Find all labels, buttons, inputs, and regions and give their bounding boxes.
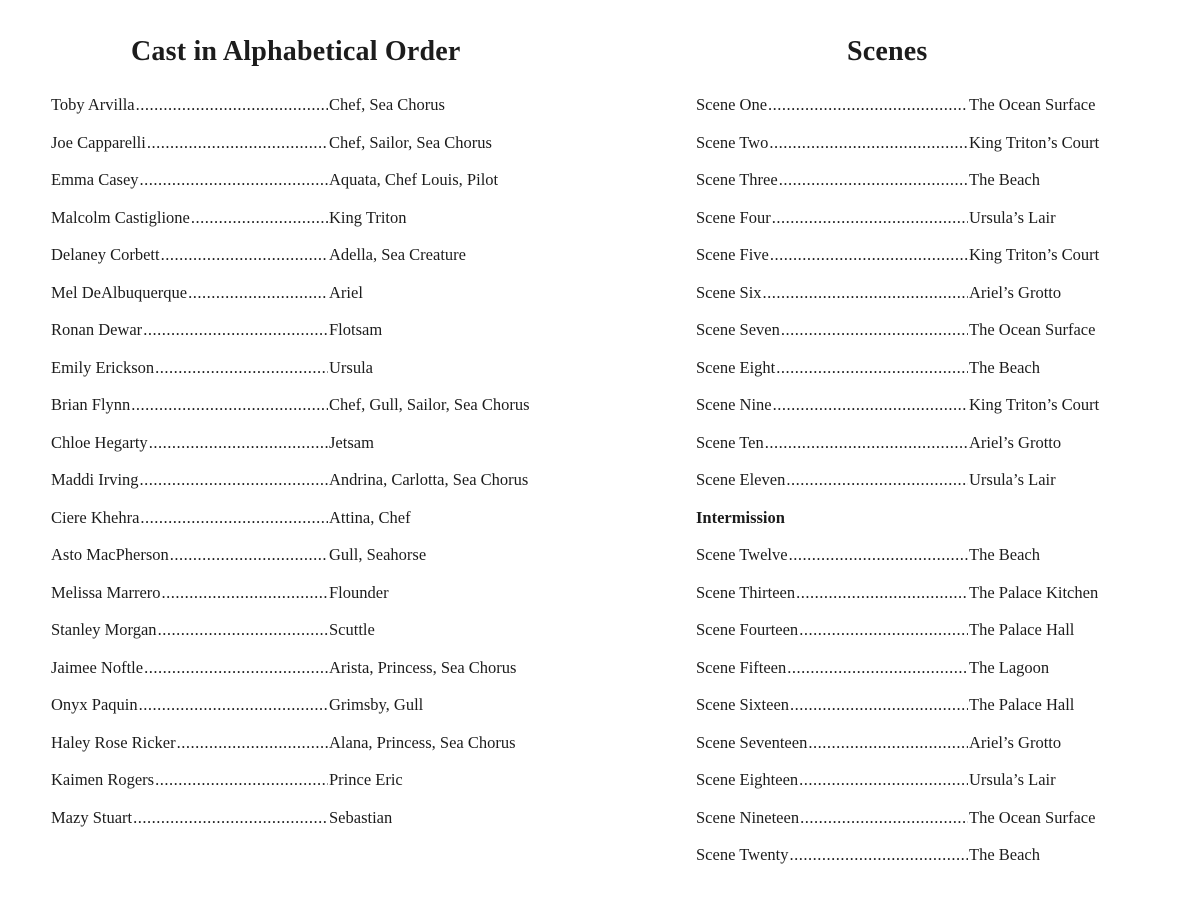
dot-leader [772, 206, 968, 230]
scene-row [696, 206, 1126, 244]
dot-leader [789, 843, 968, 867]
scene-row-label: Scene Thirteen [696, 582, 796, 602]
scene-row-value: Ursula’s Lair [969, 770, 1056, 789]
scene-row-label: Scene Four [696, 207, 771, 227]
scene-row-left-cell [696, 731, 969, 755]
cast-row [51, 543, 551, 581]
cast-row-label: Asto MacPherson [51, 545, 169, 564]
scene-row [696, 281, 1126, 319]
cast-row-label: Brian Flynn [51, 395, 131, 414]
dot-leader [799, 768, 968, 792]
scene-row-label: Scene Eight [696, 357, 776, 377]
scene-row-value: Ursula’s Lair [969, 207, 1056, 227]
dot-leader [773, 393, 968, 417]
dot-leader [779, 168, 968, 192]
scene-row-label: Scene Twelve [696, 545, 788, 564]
dot-leader [158, 618, 328, 642]
scene-row-value: Ariel’s Grotto [969, 282, 1062, 302]
scenes-heading: Scenes [847, 36, 928, 67]
dot-leader [765, 431, 968, 455]
scene-row-left-cell [696, 656, 969, 680]
cast-row [51, 768, 551, 806]
cast-row-left-cell [51, 693, 329, 717]
dot-leader [162, 581, 328, 605]
cast-row [51, 131, 551, 169]
cast-row-left-cell [51, 731, 329, 755]
dot-leader [155, 356, 328, 380]
scene-row-value: The Lagoon [969, 657, 1050, 677]
dot-leader [155, 768, 328, 792]
scene-row-value: The Beach [969, 357, 1041, 377]
cast-row [51, 281, 551, 319]
cast-row-label: Haley Rose Ricker [51, 732, 176, 752]
cast-row-value: King Triton [329, 207, 407, 227]
scene-row-value: Ariel’s Grotto [969, 732, 1062, 752]
cast-row-label: Emma Casey [51, 170, 139, 189]
scene-row-label: Scene Five [696, 245, 769, 264]
scene-row-label: Scene Nineteen [696, 807, 800, 827]
scene-row-label: Scene Sixteen [696, 695, 790, 714]
dot-leader [149, 431, 328, 455]
cast-row-value: Sebastian [329, 807, 393, 827]
dot-leader [763, 281, 968, 305]
scene-row-left-cell [696, 693, 969, 717]
cast-row-label: Ronan Dewar [51, 320, 143, 339]
scene-row-left-cell [696, 843, 969, 867]
scene-row-label: Scene Seventeen [696, 732, 808, 752]
dot-leader [188, 281, 328, 305]
scene-list [696, 93, 1126, 881]
cast-row-left-cell [51, 543, 329, 567]
cast-row-left-cell [51, 618, 329, 642]
scene-row-left-cell [696, 468, 969, 492]
dot-leader [177, 731, 328, 755]
scene-row-label: Scene Two [696, 132, 769, 152]
scene-row-label: Scene One [696, 95, 768, 114]
cast-row-label: Malcolm Castiglione [51, 207, 190, 227]
scene-row [696, 656, 1126, 694]
dot-leader [800, 806, 968, 830]
dot-leader [769, 131, 968, 155]
scene-row-value: Ariel’s Grotto [969, 432, 1062, 452]
dot-leader [770, 243, 968, 267]
dot-leader [133, 806, 328, 830]
scene-row-value: The Palace Kitchen [969, 582, 1099, 602]
dot-leader [147, 131, 328, 155]
dot-leader [781, 318, 968, 342]
scene-row-label: Scene Fourteen [696, 620, 799, 639]
scene-row-value: King Triton’s Court [969, 132, 1100, 152]
dot-leader [191, 206, 328, 230]
cast-row-value: Arista, Princess, Sea Chorus [329, 657, 517, 677]
cast-row-value: Andrina, Carlotta, Sea Chorus [329, 470, 529, 489]
scene-row-label: Scene Fifteen [696, 657, 787, 677]
scene-row-left-cell [696, 768, 969, 792]
intermission-row [696, 506, 1126, 544]
dot-leader [143, 318, 328, 342]
cast-row-left-cell [51, 93, 329, 117]
cast-row [51, 393, 551, 431]
cast-row-label: Stanley Morgan [51, 620, 157, 639]
cast-row-left-cell [51, 806, 329, 830]
scene-row-value: The Beach [969, 170, 1041, 189]
cast-row-value: Chef, Gull, Sailor, Sea Chorus [329, 395, 530, 414]
cast-row-value: Ursula [329, 357, 373, 377]
cast-row-value: Adella, Sea Creature [329, 245, 466, 264]
scene-row [696, 843, 1126, 881]
scene-row-value: The Palace Hall [969, 620, 1075, 639]
scene-row-value: The Ocean Surface [969, 807, 1096, 827]
scene-row [696, 168, 1126, 206]
scene-row-left-cell [696, 581, 969, 605]
cast-row-value: Flounder [329, 582, 389, 602]
cast-row [51, 243, 551, 281]
dot-leader [787, 656, 968, 680]
scene-row [696, 618, 1126, 656]
scene-row-left-cell [696, 618, 969, 642]
cast-row-left-cell [51, 581, 329, 605]
scene-row-value: The Beach [969, 545, 1041, 564]
scene-row [696, 93, 1126, 131]
cast-row-left-cell [51, 281, 329, 305]
dot-leader [786, 468, 968, 492]
cast-row-value: Chef, Sailor, Sea Chorus [329, 132, 492, 152]
dot-leader [768, 93, 968, 117]
cast-row-label: Mazy Stuart [51, 807, 133, 827]
cast-row [51, 318, 551, 356]
cast-row-value: Chef, Sea Chorus [329, 95, 445, 114]
scene-row-label: Scene Three [696, 170, 778, 189]
scene-row-value: Ursula’s Lair [969, 470, 1056, 489]
dot-leader [789, 543, 968, 567]
cast-row [51, 431, 551, 469]
cast-row-value: Prince Eric [329, 770, 403, 789]
cast-row-label: Melissa Marrero [51, 582, 161, 602]
cast-row-value: Attina, Chef [329, 507, 411, 527]
cast-row [51, 168, 551, 206]
scene-row [696, 243, 1126, 281]
dot-leader [796, 581, 968, 605]
scene-row [696, 431, 1126, 469]
scene-row [696, 806, 1126, 844]
dot-leader [170, 543, 328, 567]
scene-row-value: The Ocean Surface [969, 95, 1096, 114]
scene-row [696, 356, 1126, 394]
scene-row-label: Scene Nine [696, 395, 772, 414]
scene-row-left-cell [696, 431, 969, 455]
dot-leader [776, 356, 968, 380]
cast-row-left-cell [51, 168, 329, 192]
cast-row-left-cell [51, 468, 329, 492]
scene-row-value: The Palace Hall [969, 695, 1075, 714]
dot-leader [136, 93, 328, 117]
cast-list [51, 93, 551, 843]
scene-row-left-cell [696, 393, 969, 417]
cast-row-value: Flotsam [329, 320, 383, 339]
cast-row [51, 656, 551, 694]
cast-row [51, 618, 551, 656]
cast-row-label: Mel DeAlbuquerque [51, 282, 188, 302]
scene-row-left-cell [696, 168, 969, 192]
cast-row [51, 356, 551, 394]
scene-row [696, 468, 1126, 506]
scene-row [696, 318, 1126, 356]
scene-row [696, 693, 1126, 731]
scene-row [696, 581, 1126, 619]
scene-row-left-cell [696, 318, 969, 342]
cast-row-left-cell [51, 656, 329, 680]
scene-row-left-cell [696, 206, 969, 230]
cast-row-label: Maddi Irving [51, 470, 139, 489]
cast-row [51, 731, 551, 769]
cast-row-label: Jaimee Noftle [51, 657, 144, 677]
dot-leader [140, 168, 328, 192]
cast-row-value: Jetsam [329, 432, 374, 452]
cast-row-label: Onyx Paquin [51, 695, 138, 714]
scene-row [696, 543, 1126, 581]
scene-row-left-cell [696, 93, 969, 117]
dot-leader [139, 693, 328, 717]
scene-row-label: Scene Ten [696, 432, 764, 452]
scene-row-label: Scene Twenty [696, 845, 789, 864]
scene-row-label: Scene Eleven [696, 470, 786, 489]
cast-row-left-cell [51, 243, 329, 267]
cast-row [51, 506, 551, 544]
scene-row-label: Scene Seven [696, 320, 780, 339]
cast-row-value: Scuttle [329, 620, 375, 639]
intermission-label: Intermission [696, 507, 785, 527]
scene-row-left-cell [696, 131, 969, 155]
cast-row-value: Alana, Princess, Sea Chorus [329, 732, 516, 752]
scene-row [696, 393, 1126, 431]
cast-heading: Cast in Alphabetical Order [131, 36, 461, 67]
cast-row [51, 806, 551, 844]
dot-leader [790, 693, 968, 717]
dot-leader [799, 618, 968, 642]
scene-row-value: The Ocean Surface [969, 320, 1096, 339]
cast-row [51, 693, 551, 731]
cast-row-left-cell [51, 431, 329, 455]
scene-row-value: The Beach [969, 845, 1041, 864]
cast-row-label: Chloe Hegarty [51, 432, 148, 452]
cast-row-value: Ariel [329, 282, 363, 302]
cast-row-left-cell [51, 506, 329, 530]
cast-row-label: Toby Arvilla [51, 95, 135, 114]
cast-row-label: Ciere Khehra [51, 507, 140, 527]
cast-row-left-cell [51, 356, 329, 380]
cast-row-left-cell [51, 206, 329, 230]
scene-row-value: King Triton’s Court [969, 245, 1100, 264]
cast-row-left-cell [51, 768, 329, 792]
cast-row [51, 468, 551, 506]
cast-row-value: Aquata, Chef Louis, Pilot [329, 170, 499, 189]
cast-row [51, 93, 551, 131]
dot-leader [140, 506, 328, 530]
cast-row-label: Delaney Corbett [51, 245, 160, 264]
scene-row-left-cell [696, 243, 969, 267]
scene-row [696, 131, 1126, 169]
dot-leader [808, 731, 968, 755]
dot-leader [161, 243, 328, 267]
scene-row-label: Scene Eighteen [696, 770, 799, 789]
scene-row-left-cell [696, 543, 969, 567]
scene-row [696, 768, 1126, 806]
cast-row-label: Joe Capparelli [51, 132, 146, 152]
cast-row-left-cell [51, 393, 329, 417]
cast-row-left-cell [51, 131, 329, 155]
dot-leader [144, 656, 328, 680]
dot-leader [131, 393, 328, 417]
dot-leader [140, 468, 328, 492]
scene-row-left-cell [696, 806, 969, 830]
cast-row [51, 206, 551, 244]
scene-row-left-cell [696, 281, 969, 305]
cast-row-label: Kaimen Rogers [51, 770, 155, 789]
cast-row-label: Emily Erickson [51, 357, 155, 377]
cast-row-left-cell [51, 318, 329, 342]
cast-row [51, 581, 551, 619]
scene-row-label: Scene Six [696, 282, 762, 302]
cast-row-value: Gull, Seahorse [329, 545, 427, 564]
cast-row-value: Grimsby, Gull [329, 695, 424, 714]
scene-row-left-cell [696, 356, 969, 380]
scene-row-value: King Triton’s Court [969, 395, 1100, 414]
scene-row [696, 731, 1126, 769]
